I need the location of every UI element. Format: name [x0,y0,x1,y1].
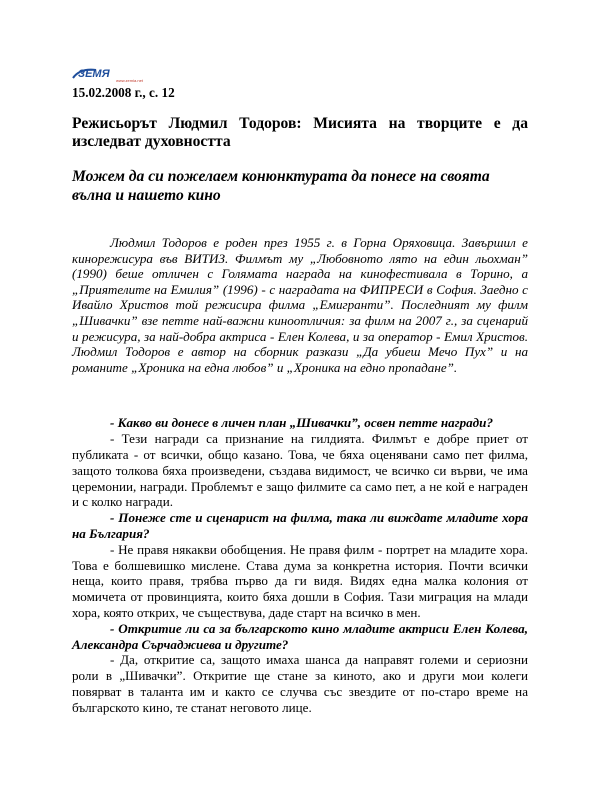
interview-answer-1: - Тези награди са признание на гилдията. Филмът е добре приет от публиката - от всички, общо казано. Това, че бяха оценявани само пет филма, защото толкова бяха произведени, създава видимост, че всичко си върви, че има церемонии, награди. Проблемът е защо филмите са само пет, а не кой е награден и с колко награди. [72,431,528,510]
interview-question-3: - Откритие ли са за българското кино младите актриси Елен Колева, Александра Сърчаджиева и другите? [72,620,528,652]
dateline: 15.02.2008 г., с. 12 [72,85,175,100]
article-headline: Режисьорът Людмил Тодоров: Мисията на творците е да изследват духовността [72,115,528,150]
interview-answer-3: - Да, откритие са, защото имаха шанса да направят големи и сериозни роли в „Шивачки”. Откритие ще стане за киното, ако и други мои колеги повярват в таланта им и както се случва със звездите от по-старо време на българското кино, те станат неговото лице. [72,652,528,715]
article-intro: Людмил Тодоров е роден през 1955 г. в Горна Оряховица. Завършил е кинорежисура във ВИТИЗ. Филмът му „Любовното лято на един льохман” (1990) беше отличен с Голямата награда на кинофестивала в Торино, а „Приятелите на Емилия” (1996) - с наградата на ФИПРЕСИ в София. Заедно с Ивайло Христов той режисира филма „Емигранти”. Последният му филм „Шивачки” взе петте най-важни киноотличия: за филм на 2007 г., за сценарий и режисура, за най-добра актриса - Елен Колева, и за оператор - Емил Христов. Людмил Тодоров е автор на сборник разкази „Да убиеш Мечо Пух” и на романите „Хроника на една любов” и „Хроника на едно пропадане”. [72,235,528,375]
article-subhead: Можем да си пожелаем конюнктурата да понесе на своята вълна и нашето кино [72,168,490,204]
logo-text: ЗЕМЯ [78,68,110,80]
interview-question-1: - Какво ви донесе в личен план „Шивачки”, освен петте награди? [110,415,493,431]
interview-question-2: - Понеже сте и сценарист на филма, така ли виждате младите хора на България? [72,510,528,541]
article-page [72,64,528,715]
interview [72,415,528,715]
interview-answer-2: - Не правя някакви обобщения. Не правя филм - портрет на младите хора. Това е болшевишко мислене. Става дума за конкретна история. Почти всички неща, които правя, трябва първо да ги видя. Видях една малка колония от момичета от провинцията, които бяха дошли в София. Тази миграция на млади хора, която открих, че съществува, даде старт на всичко в мен. [72,541,528,620]
zemia-logo-icon [72,64,152,84]
logo-subtext: www.zemia.net [116,78,143,83]
zemia-logo [72,64,152,84]
